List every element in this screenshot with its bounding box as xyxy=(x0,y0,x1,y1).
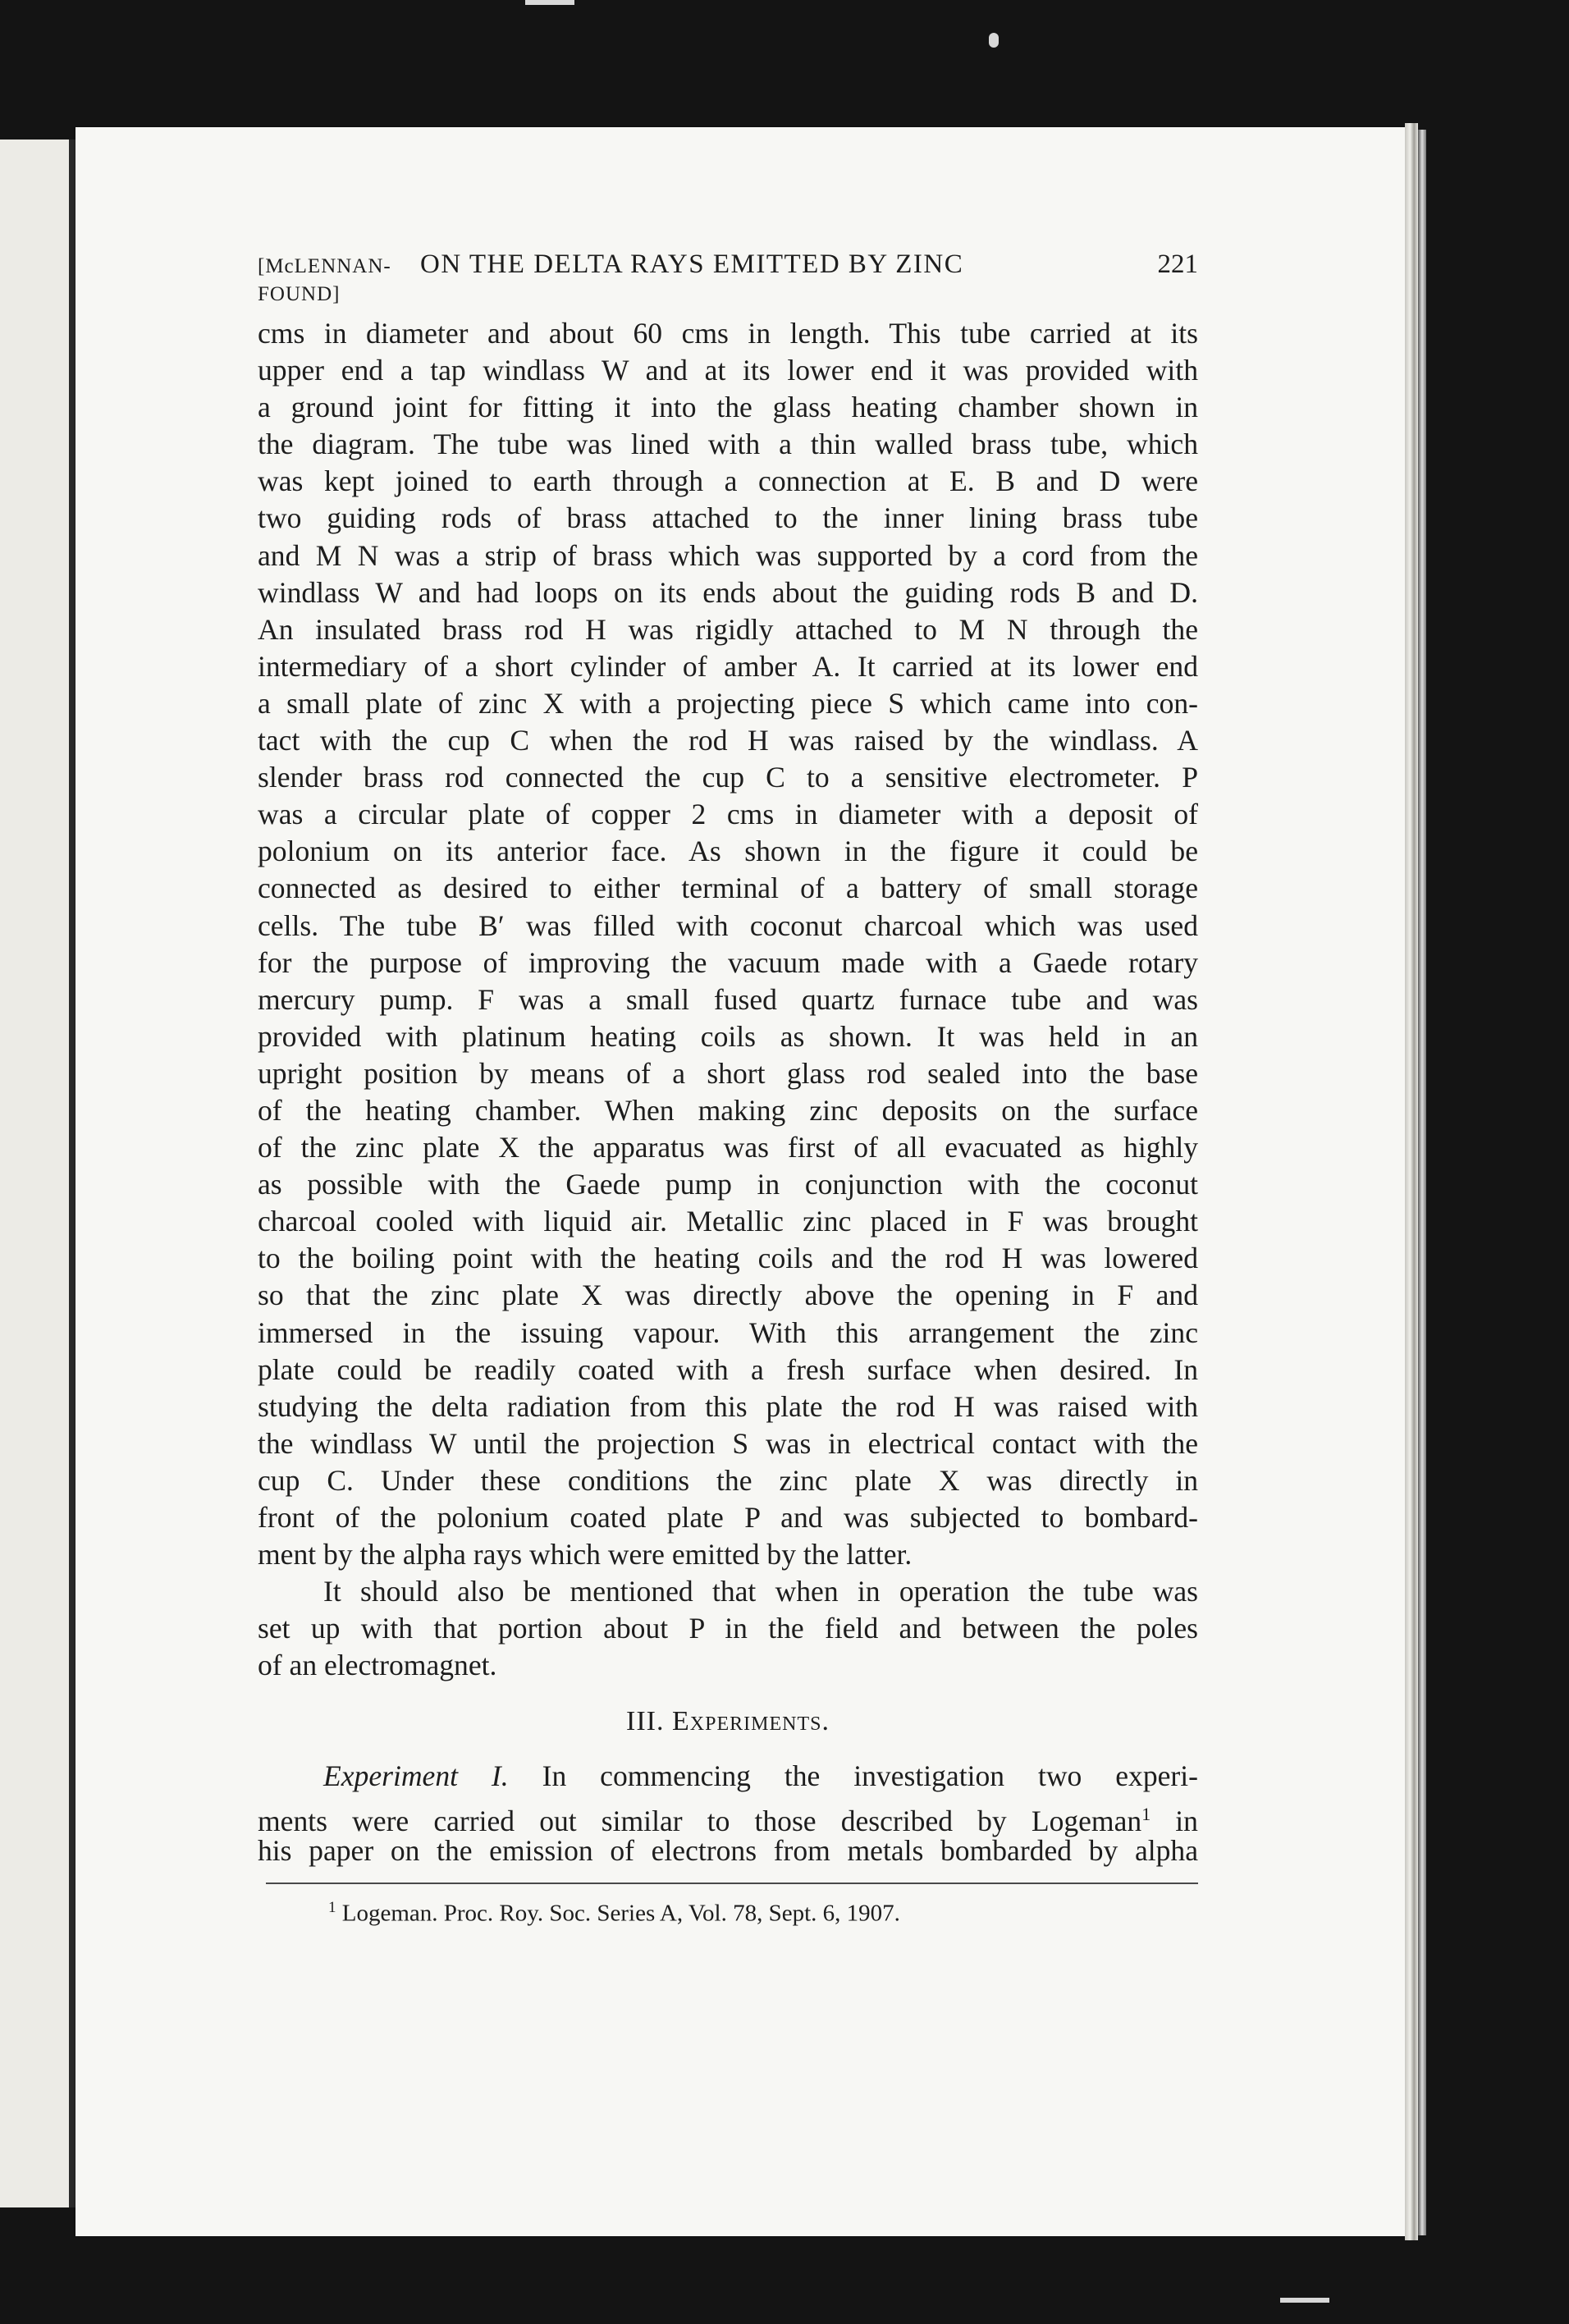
page-text xyxy=(258,249,1198,1928)
text-line: connected as desired to either terminal of a battery of small storage xyxy=(258,872,1198,905)
text-line: An insulated brass rod H was rigidly attached to M N through the xyxy=(258,612,1198,646)
footnote: $^1$ Logeman. Proc. Roy. Soc. Series A, Vol. 78, Sept. 6, 1907. xyxy=(328,1898,900,1927)
text-line: cms in diameter and about 60 cms in length. This tube carried at its xyxy=(258,317,1198,350)
text-line: mercury pump. F was a small fused quartz furnace tube and was xyxy=(258,982,1198,1016)
text-line: intermediary of a short cylinder of amber A. It carried at its lower end xyxy=(258,649,1198,683)
text-line: tact with the cup C when the rod H was raised by the windlass. A xyxy=(258,724,1198,757)
text-line: a small plate of zinc X with a projecting piece S which came into con- xyxy=(258,686,1198,720)
text-line: as possible with the Gaede pump in conjunction with the coconut xyxy=(258,1168,1198,1201)
running-head xyxy=(258,249,1198,315)
film-scratch xyxy=(525,0,574,5)
page-number: 221 xyxy=(1157,249,1198,279)
text-line: was kept joined to earth through a connection at E. B and D were xyxy=(258,464,1198,498)
text-line: ments were carried out similar to those described by Logeman$^1$ in xyxy=(258,1803,1198,1837)
text-line: upright position by means of a short glass rod sealed into the base xyxy=(258,1056,1198,1090)
text-line: ment by the alpha rays which were emitted by the latter. xyxy=(258,1538,913,1571)
text-line: provided with platinum heating coils as shown. It was held in an xyxy=(258,1019,1198,1053)
text-line: Experiment I. In commencing the investigation two experi- xyxy=(323,1759,1198,1793)
text-line: polonium on its anterior face. As shown in the figure it could be xyxy=(258,835,1198,868)
text-line: so that the zinc plate X was directly above the opening in F and xyxy=(258,1279,1198,1312)
book-gutter xyxy=(69,140,75,2207)
text-line: his paper on the emission of electrons from metals bombarded by alpha xyxy=(258,1833,1198,1867)
text-line: and M N was a strip of brass which was supported by a cord from the xyxy=(258,538,1198,572)
text-line: the diagram. The tube was lined with a thin walled brass tube, which xyxy=(258,428,1198,461)
running-head-title: ON THE DELTA RAYS EMITTED BY ZINC xyxy=(420,249,964,279)
text-line: to the boiling point with the heating coils and the rod H was lowered xyxy=(258,1242,1198,1275)
text-line: two guiding rods of brass attached to the inner lining brass tube xyxy=(258,501,1198,535)
text-line: set up with that portion about P in the field and between the poles xyxy=(258,1612,1198,1645)
text-line: was a circular plate of copper 2 cms in diameter with a deposit of xyxy=(258,798,1198,831)
footnote-reference: 1 xyxy=(1141,1803,1151,1824)
film-scratch xyxy=(1280,2298,1329,2303)
text-line: immersed in the issuing vapour. With this arrangement the zinc xyxy=(258,1315,1198,1349)
text-line: windlass W and had loops on its ends about the guiding rods B and D. xyxy=(258,575,1198,609)
text-line: the windlass W until the projection S was in electrical contact with the xyxy=(258,1426,1198,1460)
text-line: plate could be readily coated with a fresh surface when desired. In xyxy=(258,1352,1198,1386)
text-line: of an electromagnet. xyxy=(258,1649,497,1682)
section-title: Experiments. xyxy=(672,1706,830,1737)
running-head-author: [McLENNAN- FOUND] xyxy=(258,255,391,305)
previous-page-edge xyxy=(0,140,72,2207)
page-stack-edge xyxy=(1405,123,1418,2240)
text-line: charcoal cooled with liquid air. Metallic zinc placed in F was brought xyxy=(258,1205,1198,1238)
text-line: studying the delta radiation from this plate the rod H was raised with xyxy=(258,1389,1198,1423)
film-speck xyxy=(989,33,999,48)
text-line: of the zinc plate X the apparatus was first of all evacuated as highly xyxy=(258,1131,1198,1164)
text-line: a ground joint for fitting it into the glass heating chamber shown in xyxy=(258,391,1198,424)
text-line: for the purpose of improving the vacuum made with a Gaede rotary xyxy=(258,945,1198,979)
text-line: of the heating chamber. When making zinc deposits on the surface xyxy=(258,1093,1198,1127)
footnote-rule xyxy=(266,1883,1198,1884)
experiment-label: Experiment I. xyxy=(323,1759,509,1793)
paragraph-experiment-1 xyxy=(258,1758,1198,1869)
paragraph-apparatus xyxy=(258,315,1198,1573)
paragraph-electromagnet xyxy=(258,1573,1198,1684)
text-line: upper end a tap windlass W and at its lower end it was provided with xyxy=(258,354,1198,387)
text-line: slender brass rod connected the cup C to a sensitive electrometer. P xyxy=(258,761,1198,794)
footnote-marker: 1 xyxy=(328,1898,336,1916)
text-line: front of the polonium coated plate P and was subjected to bombard- xyxy=(258,1501,1198,1534)
text-line: cup C. Under these conditions the zinc plate X was directly in xyxy=(258,1463,1198,1497)
section-numeral: III. xyxy=(626,1706,665,1737)
text-line: It should also be mentioned that when in operation the tube was xyxy=(323,1575,1198,1608)
page-stack-shadow xyxy=(1418,130,1426,2235)
text-line: cells. The tube B′ was filled with coconut charcoal which was used xyxy=(258,908,1198,942)
section-heading xyxy=(258,1702,1198,1741)
